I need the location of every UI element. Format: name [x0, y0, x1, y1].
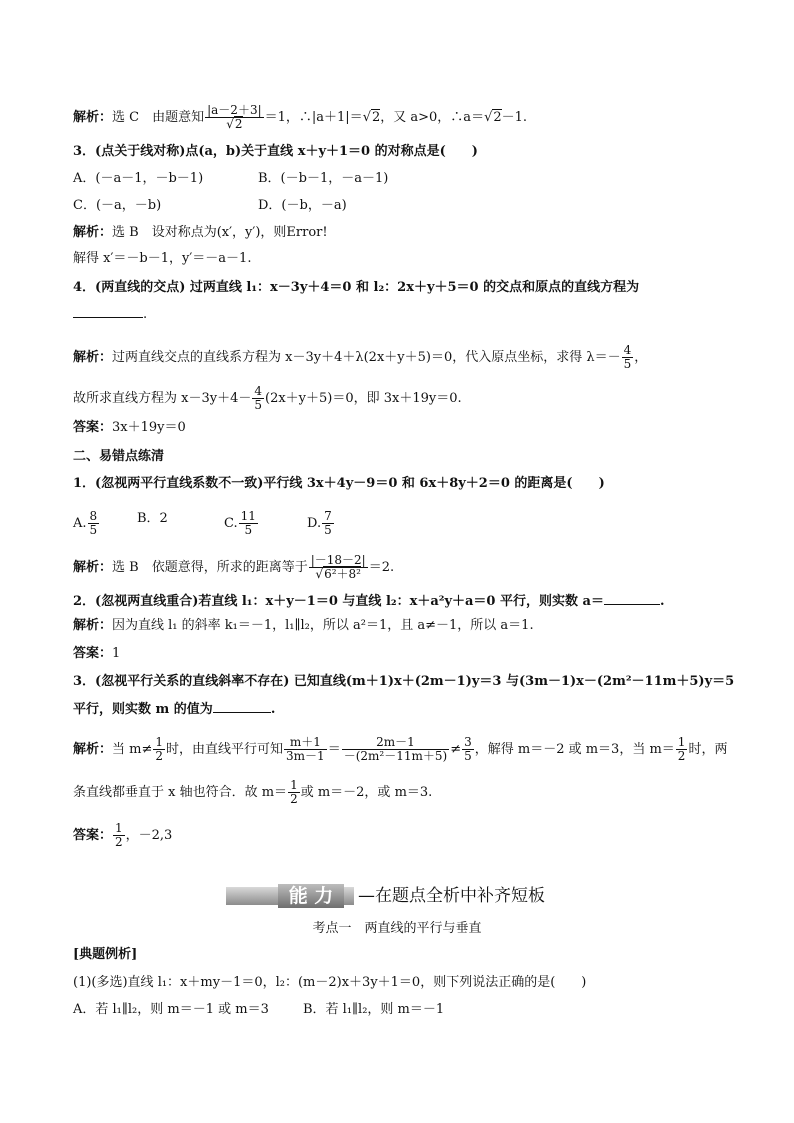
e1-option-b: B．2: [137, 511, 168, 526]
e1-stem: 1．(忽视两平行直线系数不一致)平行线 3x＋4y－9＝0 和 6x＋8y＋2＝0 的距离是( ): [73, 476, 605, 491]
q3-option-b: B．(－b－1，－a－1): [258, 171, 389, 186]
e1-solution: 解析：选 B 依题意得，所求的距离等于 $\frac{|-18-2|}{\text{√6²＋8²}}$ ＝2.: [73, 553, 395, 581]
e1-option-c: C. $\frac{11}{5}$: [224, 509, 256, 537]
section-title: 二、易错点练清: [73, 449, 165, 464]
q3-option-a: A．(－a－1，－b－1): [73, 171, 204, 186]
blank-line: [213, 699, 271, 713]
fraction: $\frac{|a-2+3|}{√2}$: [207, 103, 262, 131]
q4-stem: 4．(两直线的交点) 过两直线 l₁：x－3y＋4＝0 和 l₂：2x＋y＋5＝0 的交点和原点的直线方程为: [73, 280, 640, 295]
example-option-b: B．若 l₁∥l₂，则 m＝－1: [303, 1002, 445, 1017]
kaodian-title: 考点一 两直线的平行与垂直: [312, 921, 482, 936]
e2-solution: 解析：因为直线 l₁ 的斜率 k₁＝－1，l₁∥l₂，所以 a²＝1，且 a≠－1，所以 a＝1.: [73, 618, 534, 633]
example-stem: (1)(多选)直线 l₁：x＋my－1＝0，l₂：(m－2)x＋3y＋1＝0，则下列说法正确的是( ): [73, 975, 587, 990]
e3-stem-line2: 平行，则实数 m 的值为 .: [73, 699, 275, 719]
q3-solution: 解析：选 B 设对称点为(x′，y′)，则Error!: [73, 225, 328, 240]
solution-label: 解析：: [73, 560, 113, 575]
banner-bar-left: [226, 887, 278, 905]
e3-answer: 答案： $\frac{1}{2}$ ，－2,3: [73, 821, 173, 849]
q2-solution: 解析：选 C 由题意知 $\frac{|a-2+3|}{√2}$ ＝1，∴|a＋1|＝√2，又 a>0，∴a＝√2－1.: [73, 103, 528, 131]
e3-solution-line2: 条直线都垂直于 x 轴也符合．故 m＝ $\frac{1}{2}$ 或 m＝－2，或 m＝3.: [73, 778, 433, 806]
banner-tag: 能 力: [278, 884, 344, 908]
q3-solution-line2: 解得 x′＝－b－1，y′＝－a－1.: [73, 251, 252, 266]
banner-bar-small: [344, 887, 354, 905]
q4-answer-blank: .: [73, 304, 147, 324]
solution-label: 解析：: [73, 110, 113, 125]
q4-solution-line1: 解析：过两直线交点的直线系方程为 x－3y＋4＋λ(2x＋y＋5)＝0，代入原点坐标，求得 λ＝－ $\frac{4}{5}$ ，: [73, 343, 648, 371]
e3-stem-line1: 3．(忽视平行关系的直线斜率不存在) 已知直线(m＋1)x＋(2m－1)y＝3 与(3m－1)x－(2m²－11m＋5)y＝5: [73, 674, 735, 689]
q3-option-d: D．(－b，－a): [258, 198, 347, 213]
e1-option-a: A. $\frac{8}{5}$: [73, 509, 98, 537]
e3-solution-line1: 解析：当 m≠ $\frac{1}{2}$ 时，由直线平行可知 $\frac{m+1}{3m-1}$ ＝ $\frac{2m-1}{\text{－(2m²－11m＋5)}}$ ≠ $\frac{3}{5}$ ，解得 m＝－2 或 m＝3，当 m＝ $\frac{1}{2}$ 时，两: [73, 735, 728, 763]
fraction: $\frac{4}{5}$: [254, 384, 262, 412]
q3-option-c: C．(－a，－b): [73, 198, 162, 213]
q4-answer: 答案：3x＋19y＝0: [73, 420, 186, 435]
q3-stem: 3．(点关于线对称)点(a，b)关于直线 x＋y＋1＝0 的对称点是( ): [73, 144, 478, 159]
answer-label: 答案：: [73, 646, 113, 661]
solution-label: 解析：: [73, 618, 113, 633]
e1-option-d: D. $\frac{7}{5}$: [307, 509, 332, 537]
section-banner: [226, 882, 566, 910]
fraction: $\frac{|-18-2|}{\text{√6²＋8²}}$: [310, 553, 366, 581]
banner-title: —在题点全析中补齐短板: [358, 886, 545, 906]
example-heading: [典题例析]: [73, 947, 138, 962]
blank-line: [73, 304, 143, 318]
example-option-a: A．若 l₁∥l₂，则 m＝－1 或 m＝3: [73, 1002, 269, 1017]
blank-line: [604, 591, 660, 605]
q4-solution-line2: 故所求直线方程为 x－3y＋4－ $\frac{4}{5}$ (2x＋y＋5)＝0，即 3x＋19y＝0.: [73, 384, 462, 412]
answer-label: 答案：: [73, 420, 113, 435]
answer-label: 答案：: [73, 828, 113, 843]
e2-answer: 答案：1: [73, 646, 121, 661]
e2-stem: 2．(忽视两直线重合)若直线 l₁：x＋y－1＝0 与直线 l₂：x＋a²y＋a＝0 平行，则实数 a＝ .: [73, 591, 664, 611]
solution-label: 解析：: [73, 350, 113, 365]
solution-label: 解析：: [73, 225, 113, 240]
fraction: $\frac{4}{5}$: [623, 343, 632, 371]
solution-label: 解析：: [73, 742, 113, 757]
